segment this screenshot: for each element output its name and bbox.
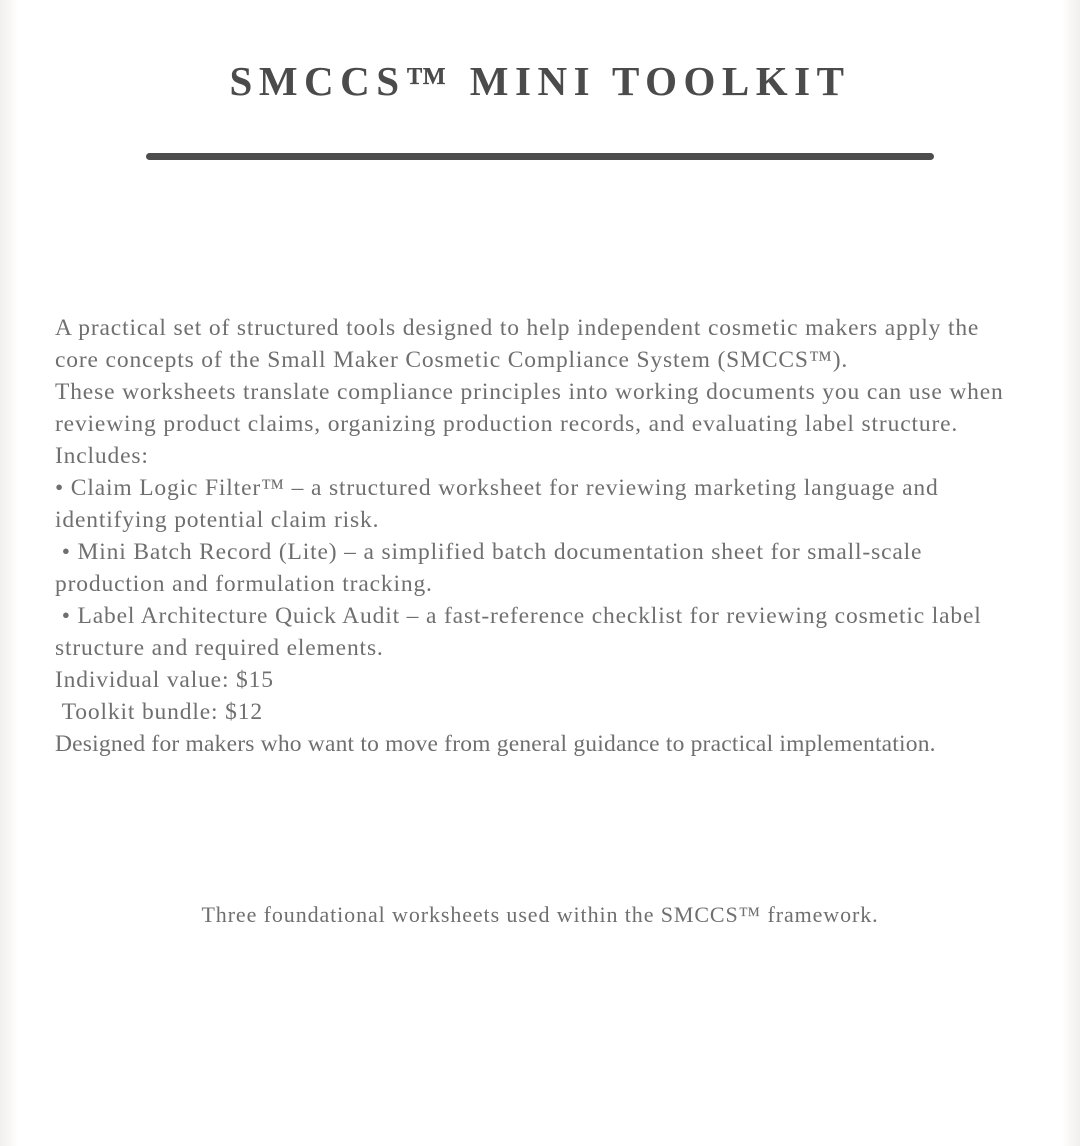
body-paragraph-designed-for: Designed for makers who want to move from general guidance to practical implementation. bbox=[55, 731, 936, 758]
page-title: SMCCS™ MINI TOOLKIT bbox=[229, 58, 851, 104]
list-item-label-architecture: • Label Architecture Quick Audit – a fast-reference checklist for reviewing cosmetic label structure and required elements. bbox=[55, 603, 989, 662]
title-section bbox=[0, 0, 1080, 105]
footer-caption: Three foundational worksheets used within the SMCCS™ framework. bbox=[201, 902, 879, 928]
divider-container bbox=[0, 153, 1080, 160]
body-label-includes: Includes: bbox=[55, 443, 149, 470]
price-toolkit-bundle: Toolkit bundle: $12 bbox=[55, 699, 263, 726]
horizontal-rule-divider bbox=[146, 153, 934, 160]
body-paragraph-intro: A practical set of structured tools designed to help independent cosmetic makers apply the core concepts of the Small Maker Cosmetic Compliance System (SMCCS™). bbox=[55, 315, 986, 374]
caption-section bbox=[0, 900, 1080, 930]
body-paragraph-worksheets: These worksheets translate compliance principles into working documents you can use when reviewing product claims, organizing production records, and evaluating label structure. bbox=[55, 379, 1011, 438]
price-individual-value: Individual value: $15 bbox=[55, 667, 274, 694]
list-item-mini-batch-record: • Mini Batch Record (Lite) – a simplified batch documentation sheet for small-scale production and formulation tracking. bbox=[55, 539, 930, 598]
list-item-claim-logic-filter: • Claim Logic Filter™ – a structured worksheet for reviewing marketing language and identifying potential claim risk. bbox=[55, 475, 946, 534]
description-section bbox=[0, 312, 1080, 760]
